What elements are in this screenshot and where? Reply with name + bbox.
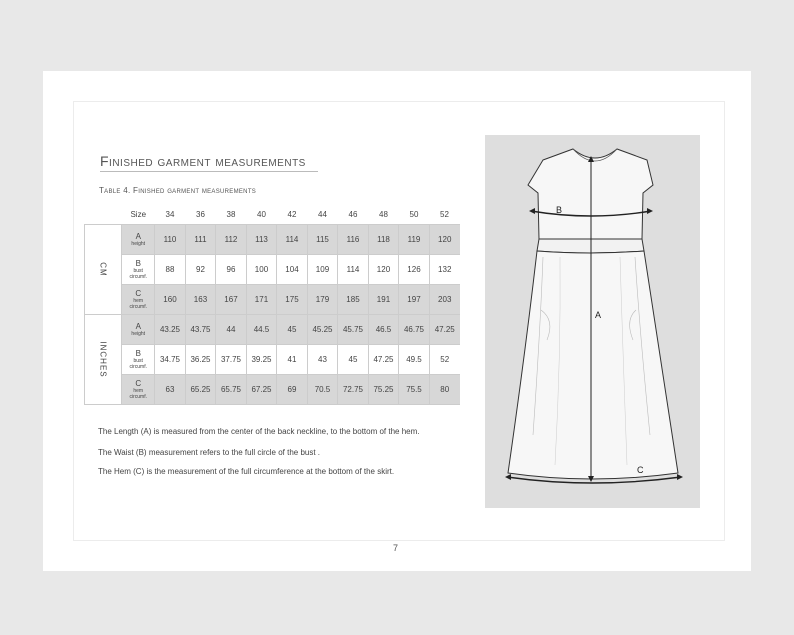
measure-value: 191: [368, 285, 399, 315]
measure-value: 104: [277, 255, 308, 285]
measure-sublabel: circumf.: [129, 273, 147, 280]
size-col-header: 38: [216, 204, 247, 225]
measure-value: 88: [155, 255, 186, 285]
measure-value: 175: [277, 285, 308, 315]
measure-value: 47.25: [429, 315, 460, 345]
measure-letter: C: [135, 288, 142, 298]
measure-value: 167: [216, 285, 247, 315]
measure-value: 69: [277, 375, 308, 405]
note-length: The Length (A) is measured from the center of the back neckline, to the bottom of the hem.: [98, 427, 420, 436]
unit-label: [85, 225, 122, 315]
table-caption: Table 4. Finished garment measurements: [99, 186, 257, 195]
measure-value: 45: [277, 315, 308, 345]
size-col-header: 52: [429, 204, 460, 225]
note-hem: The Hem (C) is the measurement of the full circumference at the bottom of the skirt.: [98, 467, 395, 476]
measure-value: 120: [368, 255, 399, 285]
measure-value: 75.5: [399, 375, 430, 405]
measure-value: 37.75: [216, 345, 247, 375]
label-a: A: [595, 310, 602, 320]
table-row: [85, 315, 460, 345]
measure-value: 45: [338, 345, 369, 375]
table-row: [85, 225, 460, 255]
measure-label: [122, 375, 155, 405]
measure-label: [122, 345, 155, 375]
measure-value: 43.25: [155, 315, 186, 345]
measure-value: 185: [338, 285, 369, 315]
label-c: C: [637, 465, 644, 475]
page-number: 7: [393, 543, 399, 553]
measure-label: [122, 225, 155, 255]
measure-sublabel: bust: [133, 357, 143, 364]
measure-value: 70.5: [307, 375, 338, 405]
measure-sublabel: hem: [133, 387, 144, 394]
dress-drawing: [485, 135, 700, 508]
measure-value: 52: [429, 345, 460, 375]
size-col-header: 42: [277, 204, 308, 225]
measurements-table: [84, 204, 460, 405]
size-col-header: 46: [338, 204, 369, 225]
size-header: Size: [122, 204, 155, 225]
measure-label: [122, 255, 155, 285]
measure-letter: B: [135, 348, 141, 358]
size-col-header: 40: [246, 204, 277, 225]
measure-value: 45.25: [307, 315, 338, 345]
measure-value: 116: [338, 225, 369, 255]
measure-value: 63: [155, 375, 186, 405]
measure-value: 80: [429, 375, 460, 405]
measure-value: 163: [185, 285, 216, 315]
size-col-header: 36: [185, 204, 216, 225]
table-row: [85, 285, 460, 315]
measure-value: 197: [399, 285, 430, 315]
measure-value: 44: [216, 315, 247, 345]
measure-value: 109: [307, 255, 338, 285]
measure-letter: A: [135, 231, 141, 241]
unit-label-text: INCHES: [98, 341, 108, 378]
table-row: [85, 375, 460, 405]
measure-sublabel: circumf.: [129, 363, 147, 370]
measure-value: 92: [185, 255, 216, 285]
measure-value: 45.75: [338, 315, 369, 345]
measure-value: 132: [429, 255, 460, 285]
measure-value: 100: [246, 255, 277, 285]
measure-value: 113: [246, 225, 277, 255]
measure-value: 46.75: [399, 315, 430, 345]
table-row: [85, 255, 460, 285]
measure-value: 126: [399, 255, 430, 285]
measure-value: 43.75: [185, 315, 216, 345]
measure-value: 49.5: [399, 345, 430, 375]
measure-sublabel: circumf.: [129, 303, 147, 310]
measure-value: 110: [155, 225, 186, 255]
measure-value: 72.75: [338, 375, 369, 405]
measure-value: 65.25: [185, 375, 216, 405]
measure-value: 65.75: [216, 375, 247, 405]
measure-value: 112: [216, 225, 247, 255]
measure-value: 114: [277, 225, 308, 255]
measure-value: 171: [246, 285, 277, 315]
dress-illustration: [485, 135, 700, 508]
unit-label-text: CM: [98, 262, 108, 277]
measure-sublabel: hem: [133, 297, 144, 304]
measure-value: 114: [338, 255, 369, 285]
size-col-header: 50: [399, 204, 430, 225]
measure-value: 46.5: [368, 315, 399, 345]
measure-letter: A: [135, 321, 141, 331]
measure-sublabel: circumf.: [129, 393, 147, 400]
document-page: [43, 71, 751, 571]
page-heading: Finished garment measurements: [100, 153, 318, 172]
measure-value: 34.75: [155, 345, 186, 375]
measure-sublabel: height: [131, 330, 146, 337]
size-col-header: 48: [368, 204, 399, 225]
measure-value: 96: [216, 255, 247, 285]
measure-value: 67.25: [246, 375, 277, 405]
measure-value: 118: [368, 225, 399, 255]
measure-value: 111: [185, 225, 216, 255]
measure-label: [122, 315, 155, 345]
measure-value: 43: [307, 345, 338, 375]
unit-label: [85, 315, 122, 405]
measure-label: [122, 285, 155, 315]
measure-letter: C: [135, 378, 142, 388]
table-row: [85, 345, 460, 375]
size-col-header: 44: [307, 204, 338, 225]
measure-value: 36.25: [185, 345, 216, 375]
label-b: B: [556, 205, 563, 215]
measure-sublabel: bust: [133, 267, 143, 274]
measure-value: 203: [429, 285, 460, 315]
measure-value: 47.25: [368, 345, 399, 375]
measure-value: 160: [155, 285, 186, 315]
note-waist: The Waist (B) measurement refers to the full circle of the bust .: [98, 448, 321, 457]
measure-value: 41: [277, 345, 308, 375]
measure-letter: B: [135, 258, 141, 268]
measure-value: 39.25: [246, 345, 277, 375]
measure-value: 179: [307, 285, 338, 315]
measure-value: 119: [399, 225, 430, 255]
measure-value: 44.5: [246, 315, 277, 345]
measure-value: 75.25: [368, 375, 399, 405]
table-header-row: [85, 204, 460, 225]
size-col-header: 34: [155, 204, 186, 225]
measure-sublabel: height: [131, 240, 146, 247]
measure-value: 120: [429, 225, 460, 255]
measure-value: 115: [307, 225, 338, 255]
